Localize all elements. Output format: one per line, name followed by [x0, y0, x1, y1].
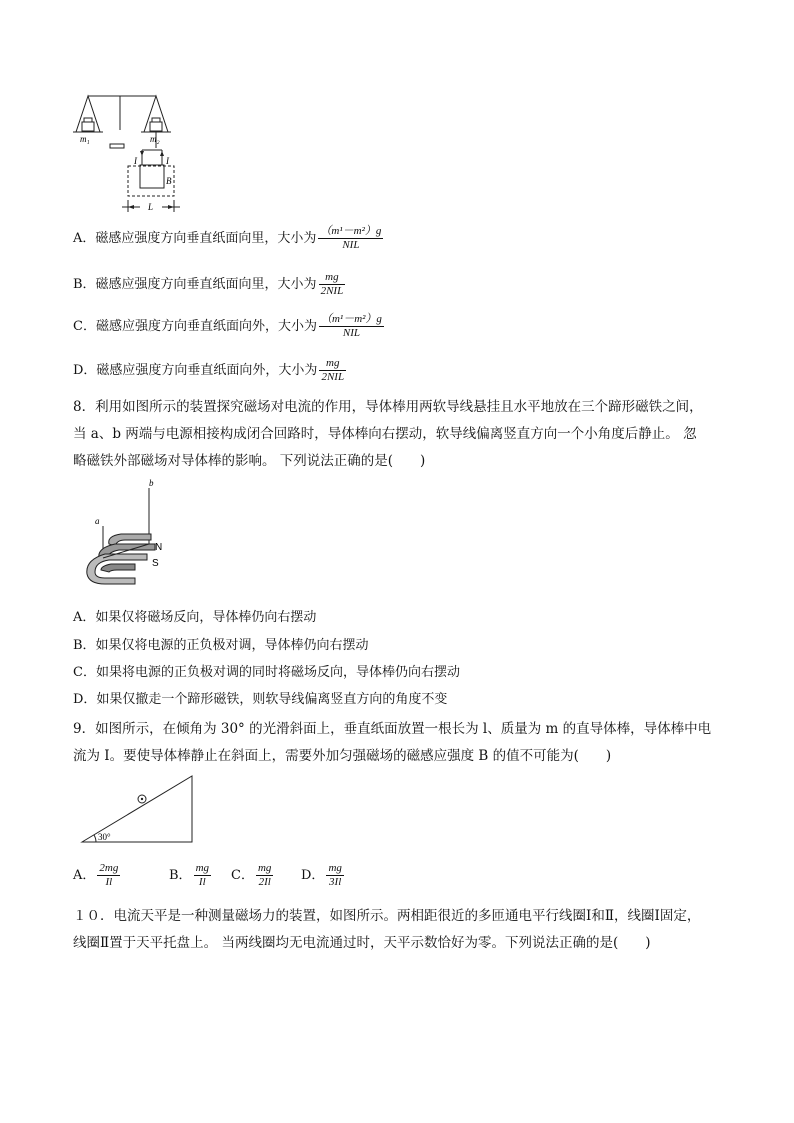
q7-option-a-text: A．磁感应强度方向垂直纸面向里，大小为 — [73, 231, 317, 246]
q7-option-a-fraction — [318, 225, 383, 252]
numerator: （m¹－m²）g — [320, 225, 382, 237]
q7-option-d[interactable] — [73, 357, 346, 384]
length-L-label: L — [148, 202, 154, 212]
q10-stem-line-2: 线圈Ⅱ置于天平托盘上。 当两线圈均无电流通过时，天平示数恰好为零。下列说法正确的是( ) — [73, 935, 651, 951]
q9-option-d-label: D． — [301, 868, 325, 883]
south-pole-label: S — [152, 558, 159, 569]
denominator: NIL — [342, 327, 360, 339]
numerator: （m¹－m²）g — [320, 313, 382, 325]
q7-option-b[interactable] — [73, 271, 345, 298]
m2-label: m₂ — [150, 134, 160, 144]
q8-option-c[interactable]: C．如果将电源的正负极对调的同时将磁场反向，导体棒仍向右摆动 — [73, 665, 460, 680]
q8-option-d[interactable]: D．如果仅撤走一个蹄形磁铁，则软导线偏离竖直方向的角度不变 — [73, 692, 448, 707]
denominator: Il — [198, 876, 206, 888]
denominator: 2NIL — [320, 285, 344, 297]
q8-stem-line-3: 略磁铁外部磁场对导体棒的影响。 下列说法正确的是( ) — [73, 453, 426, 469]
numerator: mg — [195, 862, 210, 874]
north-pole-label: N — [155, 542, 163, 553]
q7-option-c-fraction — [319, 313, 384, 340]
numerator: mg — [319, 357, 346, 371]
angle-label: 30° — [98, 832, 111, 842]
q8-option-a[interactable]: A．如果仅将磁场反向，导体棒仍向右摆动 — [73, 610, 317, 625]
magnet-figure — [75, 478, 185, 596]
q7-option-d-text: D．磁感应强度方向垂直纸面向外，大小为 — [73, 363, 318, 378]
q7-option-b-text: B．磁感应强度方向垂直纸面向里，大小为 — [73, 277, 317, 292]
q9-option-d[interactable] — [301, 862, 344, 889]
q10-stem-line-1: １０．电流天平是一种测量磁场力的装置，如图所示。两相距很近的多匝通电平行线圈Ⅰ和Ⅱ，线圈Ⅰ固定， — [73, 908, 701, 924]
denominator: 3Il — [329, 876, 342, 888]
q9-option-a-fraction — [97, 862, 120, 889]
current-left-label: I — [134, 156, 137, 166]
q9-option-c[interactable] — [231, 862, 273, 889]
q8-option-b[interactable]: B．如果仅将电源的正负极对调，导体棒仍向右摆动 — [73, 638, 369, 653]
current-right-label: I — [166, 156, 169, 166]
denominator: NIL — [342, 239, 360, 251]
q7-option-a[interactable] — [73, 225, 383, 252]
q9-stem-line-1: 9．如图所示，在倾角为 30° 的光滑斜面上，垂直纸面放置一根长为 l、质量为 m 的直导体棒，导体棒中电 — [73, 721, 712, 737]
numerator: mg — [328, 862, 342, 874]
terminal-a-label: a — [95, 516, 100, 526]
denominator: 2Il — [258, 876, 271, 888]
incline-figure — [78, 772, 198, 847]
denominator: Il — [105, 876, 113, 888]
numerator: mg — [319, 271, 346, 285]
field-B-label: B — [166, 176, 172, 186]
balance-figure — [70, 90, 190, 215]
q9-option-c-label: C． — [231, 868, 254, 883]
q7-option-c-text: C．磁感应强度方向垂直纸面向外，大小为 — [73, 319, 317, 334]
q7-option-d-fraction — [319, 357, 346, 384]
numerator: mg — [257, 862, 272, 874]
q9-stem-line-2: 流为 I。要使导体棒静止在斜面上，需要外加匀强磁场的磁感应强度 B 的值不可能为( ) — [73, 748, 612, 764]
terminal-b-label: b — [149, 478, 154, 488]
m1-label: m₁ — [80, 134, 90, 144]
q9-option-d-fraction — [326, 862, 343, 889]
q9-option-a[interactable] — [73, 862, 120, 889]
denominator: 2NIL — [321, 371, 345, 383]
q9-option-c-fraction — [256, 862, 273, 889]
q7-option-c[interactable] — [73, 313, 384, 340]
q7-option-b-fraction — [319, 271, 346, 298]
numerator: 2mg — [99, 862, 119, 874]
q9-option-a-label: A． — [73, 868, 96, 883]
q8-stem-line-1: 8．利用如图所示的装置探究磁场对电流的作用，导体棒用两软导线悬挂且水平地放在三个蹄形磁铁之间， — [73, 399, 703, 415]
q9-option-b[interactable] — [169, 862, 211, 889]
q9-option-b-label: B． — [169, 868, 192, 883]
q9-option-b-fraction — [194, 862, 211, 889]
q8-stem-line-2: 当 a、b 两端与电源相接构成闭合回路时，导体棒向右摆动，软导线偏离竖直方向一个小角度后静止。 忽 — [73, 426, 697, 442]
